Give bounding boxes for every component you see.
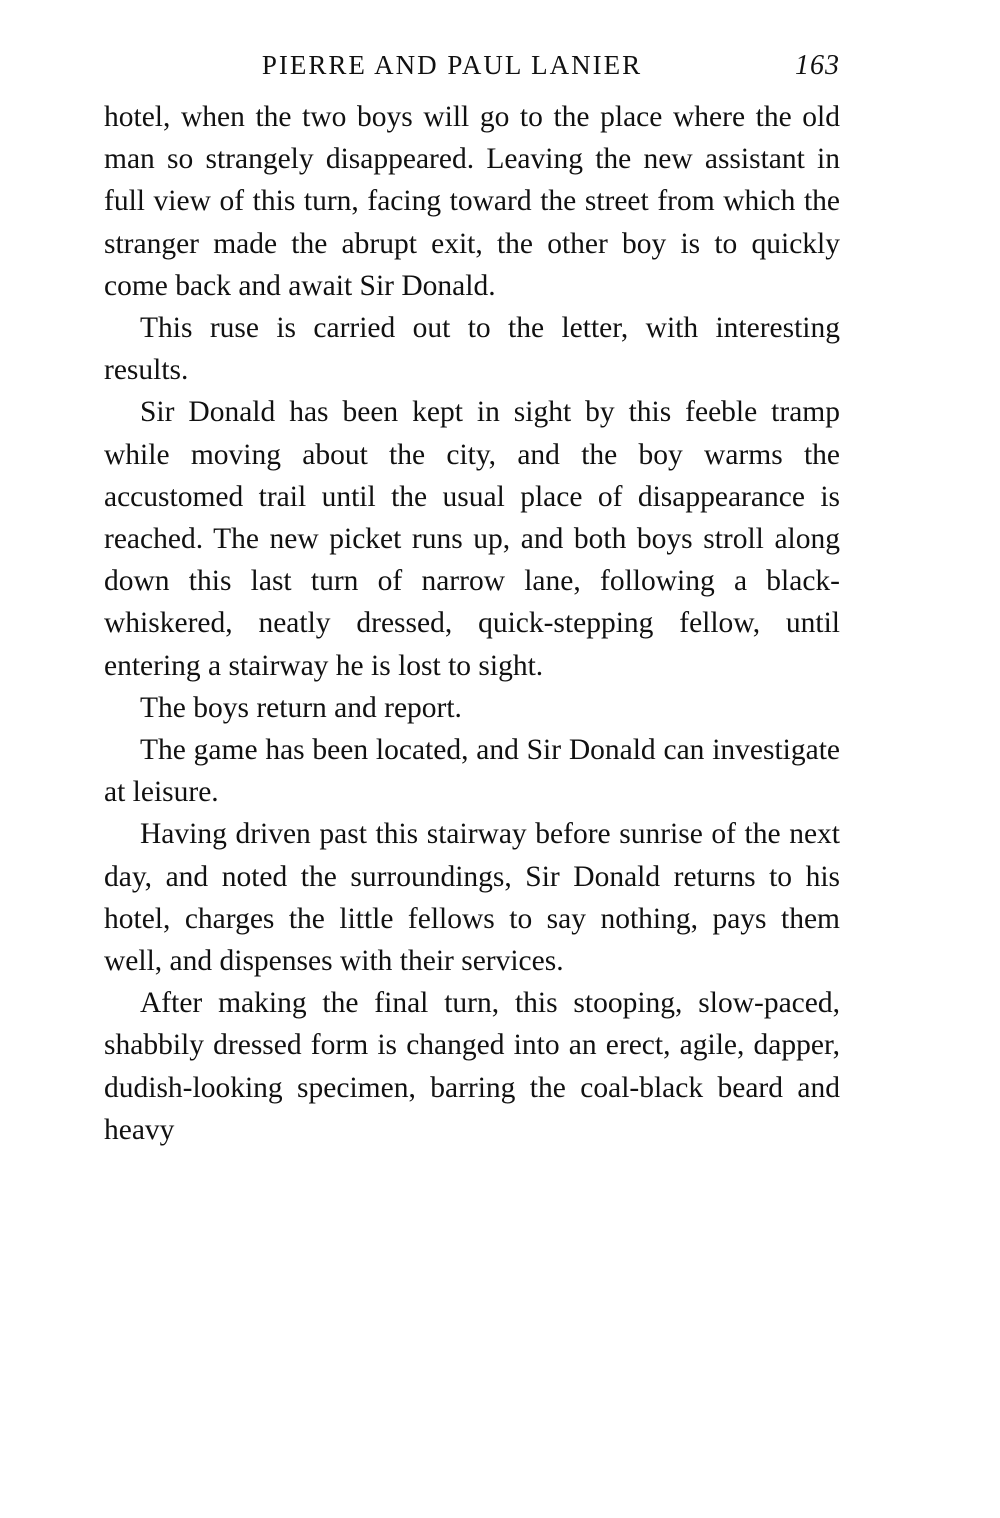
paragraph-2: This ruse is carried out to the letter, with interesting results. [104, 312, 840, 387]
running-header [104, 44, 840, 96]
running-title: PIERRE AND PAUL LANIER [261, 50, 643, 80]
body-text [104, 96, 840, 1151]
paragraph-3: Sir Donald has been kept in sight by this feeble tramp while moving about the city, and the boy warms the accustomed trail until the usual place of disappearance is reached. The new picket runs up, and both boys stroll along down this last turn of narrow lane, following a black-whiskered, neatly dressed, quick-stepping fellow, until entering a stairway he is lost to sight. [104, 396, 840, 682]
paragraph-4: The boys return and report. [140, 691, 462, 724]
page-number: 163 [795, 50, 840, 81]
paragraph-6: Having driven past this stairway before sunrise of the next day, and noted the surroundings, Sir Donald returns to his hotel, charges the little fellows to say nothing, pays them well, and dispenses with their services. [104, 818, 840, 978]
paragraph-5: The game has been located, and Sir Donald can investigate at leisure. [104, 734, 840, 809]
paragraph-7: After making the final turn, this stooping, slow-paced, shabbily dressed form is changed into an erect, agile, dapper, dudish-looking specimen, barring the coal-black beard and heavy [104, 987, 840, 1146]
book-page [104, 44, 840, 1151]
paragraph-1: hotel, when the two boys will go to the place where the old man so strangely disappeared. Leaving the new assistant in full view of this turn, facing toward the street from which the stranger made the abrupt exit, the other boy is to quickly come back and await Sir Donald. [104, 101, 840, 302]
